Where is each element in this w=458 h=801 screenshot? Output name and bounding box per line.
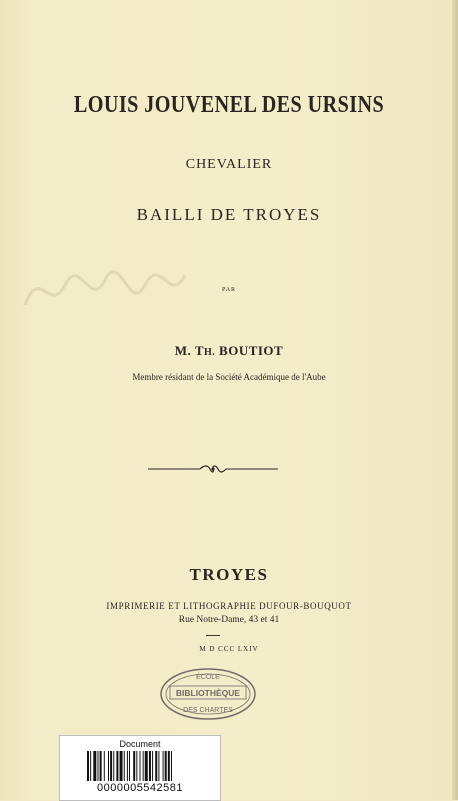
author-affiliation: Membre résidant de la Société Académique de l'Aube [132,372,326,382]
by-word: PAR [221,287,237,293]
publication-year: M D CCC LXIV [199,645,259,653]
subtitle-chevalier: CHEVALIER [185,157,273,172]
ornament-divider [148,462,278,476]
bleed-through-handwriting [20,245,190,325]
printer-name: IMPRIMERIE ET LITHOGRAPHIE DUFOUR-BOUQUOT [106,601,352,611]
author-line [0,343,458,359]
barcode-number: 0000005542581 [96,782,184,794]
barcode-caption: Document [119,739,161,749]
barcode-label-sticker [59,735,221,801]
author-prefix: M. T [174,343,204,358]
book-title: LOUIS JOUVENEL DES URSINS [73,92,385,118]
printer-address: Rue Notre-Dame, 43 et 41 [178,615,280,625]
author-abbr: H. [204,347,216,358]
stamp-line-1: ÉCOLE [196,674,220,681]
small-rule [206,635,220,636]
stamp-line-3: DES CHARTES [183,707,233,714]
author-name: BOUTIOT [219,343,284,358]
library-stamp [158,666,258,722]
stamp-line-2: BIBLIOTHÈQUE [175,688,241,698]
barcode-icon [87,751,207,781]
subtitle-bailli: BAILLI DE TROYES [136,205,322,224]
page-edge [452,0,458,800]
publication-city: TROYES [189,565,269,584]
